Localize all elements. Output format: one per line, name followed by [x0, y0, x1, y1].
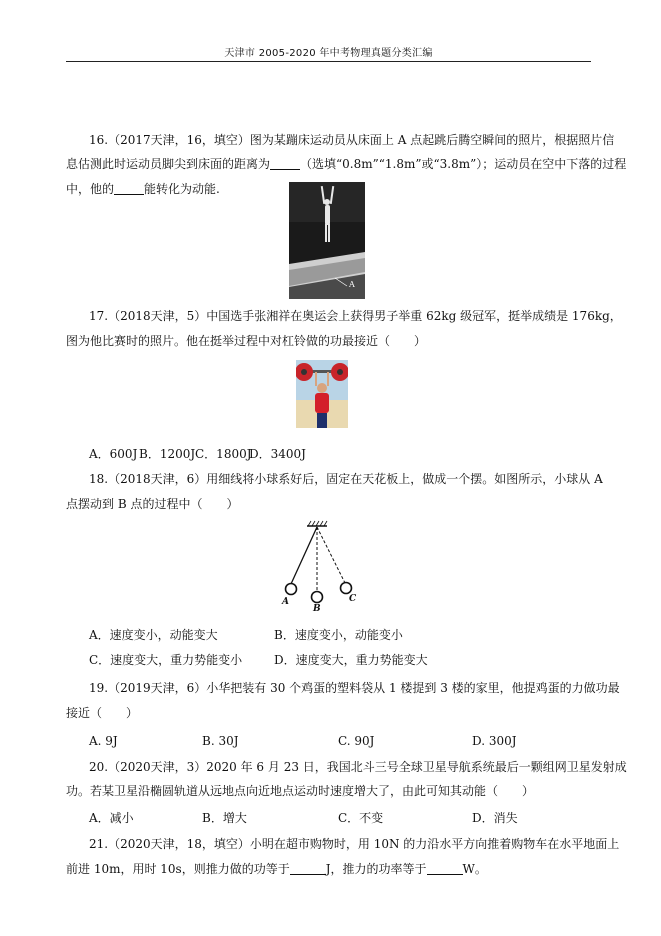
header-rule [66, 61, 591, 62]
q17-option-b[interactable]: B．1200J [139, 447, 196, 461]
q18-line-1: 18.（2018天津，6）用细线将小球系好后，固定在天花板上，做成一个摆。如图所示，小球从 A [89, 472, 603, 486]
q21-blank-power[interactable] [427, 862, 463, 875]
q18-option-b[interactable]: B．速度变小，动能变小 [274, 628, 403, 642]
q19-option-c[interactable]: C. 90J [338, 734, 375, 748]
q18-option-c[interactable]: C．速度变大，重力势能变小 [89, 653, 243, 667]
pendulum-label-c: C [349, 594, 357, 604]
pendulum-label-b: B [313, 604, 321, 614]
q21-blank-work[interactable] [290, 862, 326, 875]
pendulum-diagram [276, 520, 372, 616]
q20-line-1: 20.（2020天津，3）2020 年 6 月 23 日，我国北斗三号全球卫星导航系统最后一颗组网卫星发射成 [89, 760, 627, 774]
q16-line-1: 16.（2017天津，16，填空）图为某蹦床运动员从床面上 A 点起跳后腾空瞬间的照片，根据照片信 [89, 133, 615, 147]
page-header: 天津市 2005-2020 年中考物理真题分类汇编 [224, 48, 433, 59]
q21-text-2b: J，推力的功率等于 [325, 862, 427, 876]
q19-option-a[interactable]: A. 9J [89, 734, 118, 748]
q17-option-d[interactable]: D．3400J [249, 447, 306, 461]
q19-option-d[interactable]: D. 300J [472, 734, 517, 748]
q16-text-3a: 中，他的 [66, 182, 115, 196]
q16-blank-distance[interactable] [270, 157, 300, 170]
q16-text-3b: 能转化为动能. [144, 182, 220, 196]
q20-option-b[interactable]: B．增大 [202, 811, 247, 825]
q19-line-2: 接近（ ） [66, 706, 139, 720]
q17-line-1: 17.（2018天津，5）中国选手张湘祥在奥运会上获得男子举重 62kg 级冠军，挺举成绩是 176kg， [89, 309, 622, 323]
q17-option-c[interactable]: C．1800J [195, 447, 252, 461]
q18-option-d[interactable]: D．速度变大，重力势能变大 [274, 653, 428, 667]
q16-text-2a: 息估测此时运动员脚尖到床面的距离为 [66, 157, 271, 171]
q16-text-2b: （选填“0.8m”“1.8m”或“3.8m”）；运动员在空中下落的过程 [300, 157, 627, 171]
q20-option-d[interactable]: D．消失 [472, 811, 518, 825]
trampoline-label-a: A [349, 280, 355, 289]
pendulum-label-a: A [282, 597, 289, 607]
q16-blank-energy[interactable] [114, 182, 144, 195]
q21-text-2c: W。 [462, 862, 487, 876]
q21-text-2a: 前进 10m，用时 10s，则推力做的功等于 [66, 862, 290, 876]
q20-line-2: 功。若某卫星沿椭圆轨道从远地点向近地点运动时速度增大了，由此可知其动能（ ） [66, 784, 535, 798]
q20-option-c[interactable]: C．不变 [338, 811, 384, 825]
q16-line-2 [66, 156, 626, 172]
q21-line-1: 21.（2020天津，18，填空）小明在超市购物时，用 10N 的力沿水平方向推着购物车在水平地面上 [89, 837, 620, 851]
q21-line-2 [66, 861, 487, 877]
q19-line-1: 19.（2019天津，6）小华把装有 30 个鸡蛋的塑料袋从 1 楼提到 3 楼的家里，他提鸡蛋的力做功最 [89, 681, 620, 695]
q20-option-a[interactable]: A．减小 [89, 811, 134, 825]
q18-option-a[interactable]: A．速度变小，动能变大 [89, 628, 218, 642]
q16-line-3 [66, 181, 220, 197]
weightlifter-photo [296, 360, 348, 428]
q17-option-a[interactable]: A．600J [89, 447, 138, 461]
q17-line-2: 图为他比赛时的照片。他在挺举过程中对杠铃做的功最接近（ ） [66, 334, 427, 348]
q18-line-2: 点摆动到 B 点的过程中（ ） [66, 497, 239, 511]
trampoline-photo [289, 182, 365, 299]
q19-option-b[interactable]: B. 30J [202, 734, 239, 748]
